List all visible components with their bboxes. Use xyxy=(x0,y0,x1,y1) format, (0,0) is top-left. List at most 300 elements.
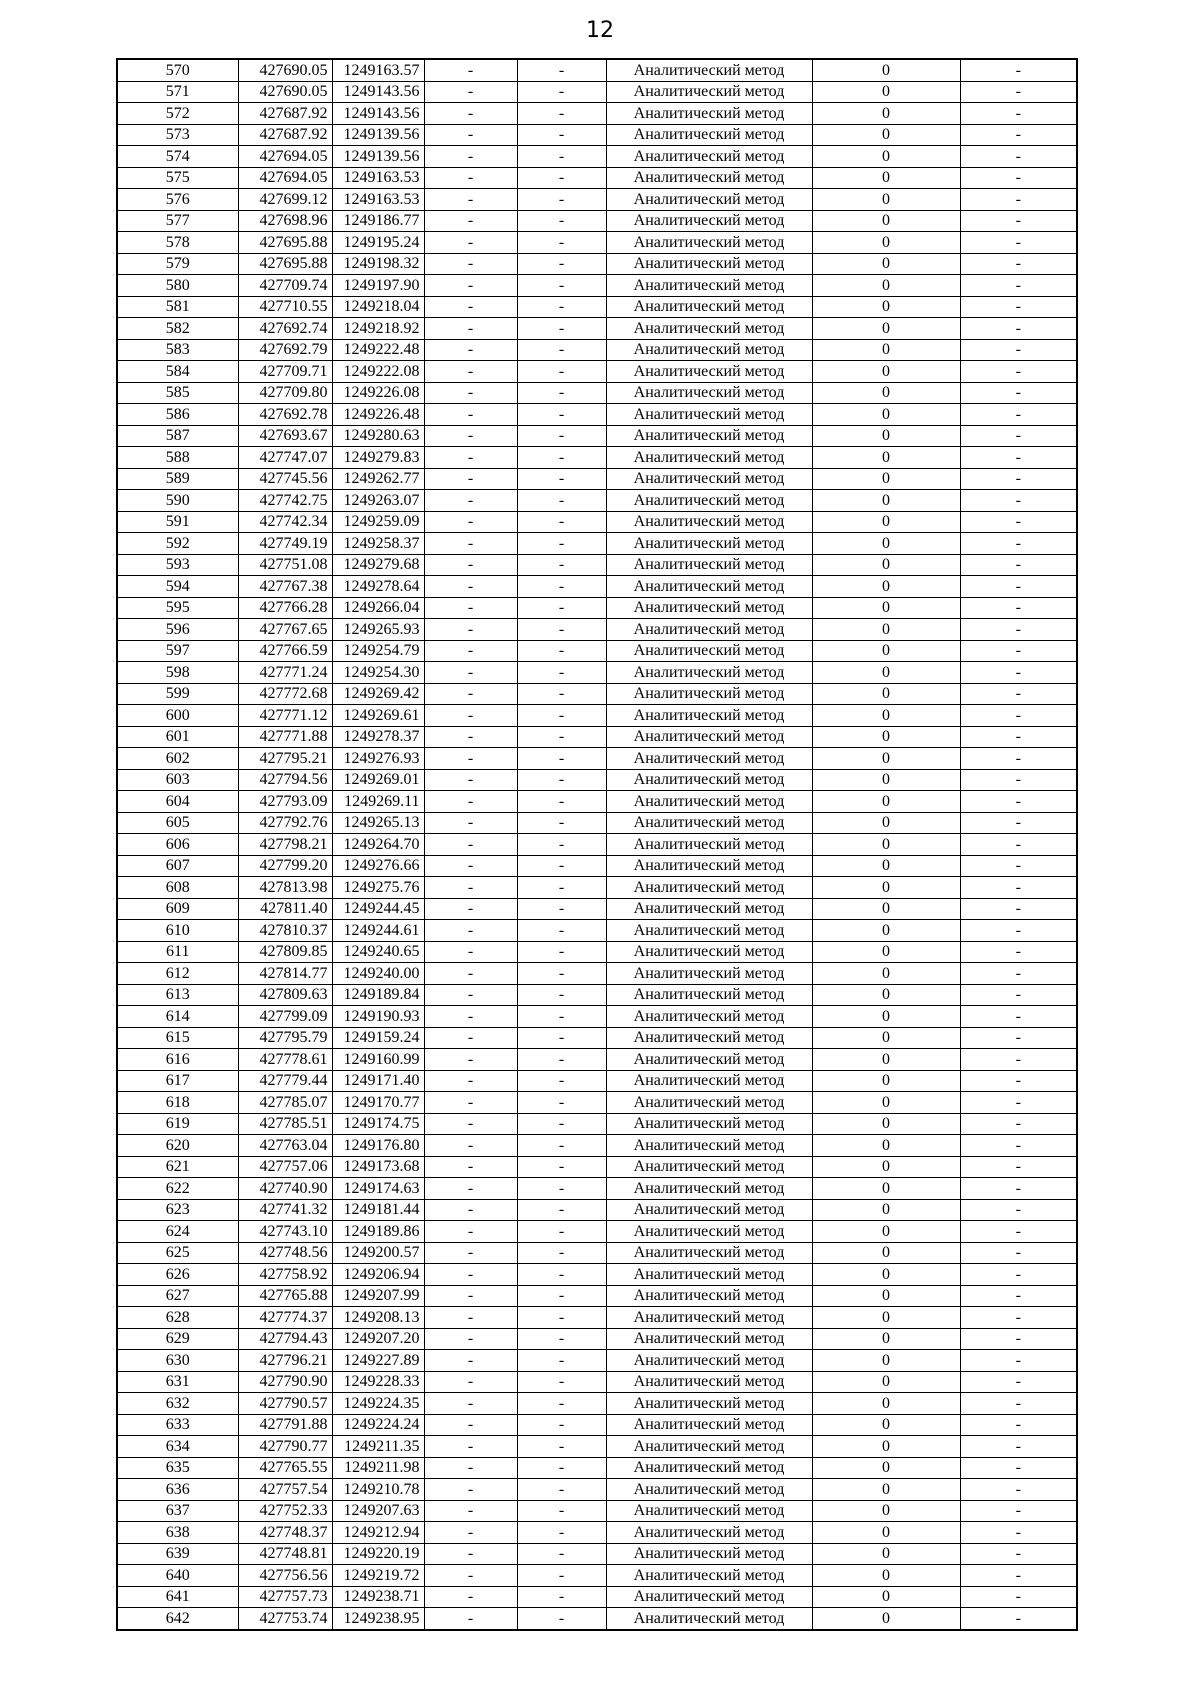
point-number-cell: 581 xyxy=(117,296,238,318)
y-coordinate-cell: 1249265.93 xyxy=(332,619,424,641)
x-coordinate-cell: 427690.05 xyxy=(238,59,332,81)
x-coordinate-cell: 427791.88 xyxy=(238,1414,332,1436)
error-cell: 0 xyxy=(812,167,960,189)
error-cell: 0 xyxy=(812,382,960,404)
dash-cell-1: - xyxy=(424,1070,517,1092)
x-coordinate-cell: 427785.07 xyxy=(238,1092,332,1114)
error-cell: 0 xyxy=(812,1285,960,1307)
point-number-cell: 572 xyxy=(117,103,238,125)
dash-cell-2: - xyxy=(517,146,606,168)
error-cell: 0 xyxy=(812,1264,960,1286)
dash-cell-2: - xyxy=(517,791,606,813)
x-coordinate-cell: 427709.80 xyxy=(238,382,332,404)
x-coordinate-cell: 427742.75 xyxy=(238,490,332,512)
y-coordinate-cell: 1249244.45 xyxy=(332,898,424,920)
table-row xyxy=(117,382,1077,404)
y-coordinate-cell: 1249163.53 xyxy=(332,167,424,189)
y-coordinate-cell: 1249222.48 xyxy=(332,339,424,361)
x-coordinate-cell: 427749.19 xyxy=(238,533,332,555)
dash-cell-2: - xyxy=(517,339,606,361)
dash-cell-1: - xyxy=(424,275,517,297)
x-coordinate-cell: 427757.54 xyxy=(238,1479,332,1501)
point-number-cell: 636 xyxy=(117,1479,238,1501)
point-number-cell: 584 xyxy=(117,361,238,383)
point-number-cell: 637 xyxy=(117,1500,238,1522)
dash-cell-1: - xyxy=(424,511,517,533)
point-number-cell: 609 xyxy=(117,898,238,920)
dash-cell-3: - xyxy=(960,1350,1077,1372)
y-coordinate-cell: 1249228.33 xyxy=(332,1371,424,1393)
error-cell: 0 xyxy=(812,1414,960,1436)
method-cell: Аналитический метод xyxy=(606,984,812,1006)
dash-cell-2: - xyxy=(517,619,606,641)
table-row xyxy=(117,59,1077,81)
x-coordinate-cell: 427692.78 xyxy=(238,404,332,426)
dash-cell-3: - xyxy=(960,1264,1077,1286)
dash-cell-2: - xyxy=(517,834,606,856)
dash-cell-1: - xyxy=(424,404,517,426)
table-row xyxy=(117,877,1077,899)
x-coordinate-cell: 427814.77 xyxy=(238,963,332,985)
dash-cell-1: - xyxy=(424,920,517,942)
dash-cell-3: - xyxy=(960,1328,1077,1350)
x-coordinate-cell: 427747.07 xyxy=(238,447,332,469)
x-coordinate-cell: 427763.04 xyxy=(238,1135,332,1157)
table-row xyxy=(117,1371,1077,1393)
point-number-cell: 591 xyxy=(117,511,238,533)
dash-cell-3: - xyxy=(960,275,1077,297)
dash-cell-3: - xyxy=(960,748,1077,770)
table-row xyxy=(117,210,1077,232)
dash-cell-3: - xyxy=(960,1608,1077,1630)
error-cell: 0 xyxy=(812,146,960,168)
dash-cell-2: - xyxy=(517,296,606,318)
error-cell: 0 xyxy=(812,619,960,641)
dash-cell-3: - xyxy=(960,1049,1077,1071)
dash-cell-3: - xyxy=(960,382,1077,404)
dash-cell-2: - xyxy=(517,59,606,81)
y-coordinate-cell: 1249238.71 xyxy=(332,1586,424,1608)
x-coordinate-cell: 427798.21 xyxy=(238,834,332,856)
dash-cell-2: - xyxy=(517,576,606,598)
dash-cell-3: - xyxy=(960,1092,1077,1114)
method-cell: Аналитический метод xyxy=(606,1457,812,1479)
table-row xyxy=(117,1070,1077,1092)
method-cell: Аналитический метод xyxy=(606,1264,812,1286)
dash-cell-2: - xyxy=(517,124,606,146)
x-coordinate-cell: 427766.59 xyxy=(238,640,332,662)
dash-cell-3: - xyxy=(960,146,1077,168)
point-number-cell: 589 xyxy=(117,468,238,490)
point-number-cell: 621 xyxy=(117,1156,238,1178)
dash-cell-1: - xyxy=(424,1522,517,1544)
table-row xyxy=(117,167,1077,189)
dash-cell-2: - xyxy=(517,769,606,791)
dash-cell-2: - xyxy=(517,640,606,662)
x-coordinate-cell: 427695.88 xyxy=(238,232,332,254)
method-cell: Аналитический метод xyxy=(606,1414,812,1436)
error-cell: 0 xyxy=(812,1156,960,1178)
y-coordinate-cell: 1249259.09 xyxy=(332,511,424,533)
dash-cell-3: - xyxy=(960,662,1077,684)
dash-cell-1: - xyxy=(424,597,517,619)
coordinates-table xyxy=(116,58,1078,1631)
x-coordinate-cell: 427756.56 xyxy=(238,1565,332,1587)
y-coordinate-cell: 1249226.08 xyxy=(332,382,424,404)
dash-cell-2: - xyxy=(517,232,606,254)
dash-cell-3: - xyxy=(960,1414,1077,1436)
y-coordinate-cell: 1249139.56 xyxy=(332,124,424,146)
dash-cell-1: - xyxy=(424,210,517,232)
x-coordinate-cell: 427692.74 xyxy=(238,318,332,340)
table-row xyxy=(117,533,1077,555)
error-cell: 0 xyxy=(812,1457,960,1479)
point-number-cell: 601 xyxy=(117,726,238,748)
y-coordinate-cell: 1249195.24 xyxy=(332,232,424,254)
error-cell: 0 xyxy=(812,726,960,748)
point-number-cell: 612 xyxy=(117,963,238,985)
dash-cell-3: - xyxy=(960,296,1077,318)
y-coordinate-cell: 1249211.98 xyxy=(332,1457,424,1479)
dash-cell-3: - xyxy=(960,683,1077,705)
point-number-cell: 628 xyxy=(117,1307,238,1329)
dash-cell-2: - xyxy=(517,1543,606,1565)
dash-cell-3: - xyxy=(960,1543,1077,1565)
dash-cell-2: - xyxy=(517,425,606,447)
dash-cell-2: - xyxy=(517,1371,606,1393)
method-cell: Аналитический метод xyxy=(606,1500,812,1522)
y-coordinate-cell: 1249218.92 xyxy=(332,318,424,340)
method-cell: Аналитический метод xyxy=(606,339,812,361)
y-coordinate-cell: 1249226.48 xyxy=(332,404,424,426)
table-row xyxy=(117,812,1077,834)
point-number-cell: 640 xyxy=(117,1565,238,1587)
table-row xyxy=(117,1565,1077,1587)
dash-cell-3: - xyxy=(960,1070,1077,1092)
dash-cell-3: - xyxy=(960,619,1077,641)
dash-cell-3: - xyxy=(960,1457,1077,1479)
method-cell: Аналитический метод xyxy=(606,124,812,146)
dash-cell-2: - xyxy=(517,920,606,942)
dash-cell-2: - xyxy=(517,1006,606,1028)
dash-cell-1: - xyxy=(424,1307,517,1329)
dash-cell-1: - xyxy=(424,834,517,856)
y-coordinate-cell: 1249238.95 xyxy=(332,1608,424,1630)
point-number-cell: 590 xyxy=(117,490,238,512)
y-coordinate-cell: 1249143.56 xyxy=(332,103,424,125)
dash-cell-3: - xyxy=(960,963,1077,985)
error-cell: 0 xyxy=(812,511,960,533)
table-row xyxy=(117,1307,1077,1329)
dash-cell-1: - xyxy=(424,812,517,834)
method-cell: Аналитический метод xyxy=(606,275,812,297)
error-cell: 0 xyxy=(812,361,960,383)
method-cell: Аналитический метод xyxy=(606,1135,812,1157)
table-row xyxy=(117,339,1077,361)
method-cell: Аналитический метод xyxy=(606,1608,812,1630)
dash-cell-1: - xyxy=(424,1113,517,1135)
dash-cell-2: - xyxy=(517,1608,606,1630)
method-cell: Аналитический метод xyxy=(606,834,812,856)
dash-cell-3: - xyxy=(960,490,1077,512)
x-coordinate-cell: 427692.79 xyxy=(238,339,332,361)
x-coordinate-cell: 427794.56 xyxy=(238,769,332,791)
table-row xyxy=(117,619,1077,641)
y-coordinate-cell: 1249240.65 xyxy=(332,941,424,963)
dash-cell-1: - xyxy=(424,941,517,963)
dash-cell-1: - xyxy=(424,253,517,275)
x-coordinate-cell: 427767.65 xyxy=(238,619,332,641)
y-coordinate-cell: 1249174.63 xyxy=(332,1178,424,1200)
dash-cell-3: - xyxy=(960,318,1077,340)
error-cell: 0 xyxy=(812,1092,960,1114)
method-cell: Аналитический метод xyxy=(606,404,812,426)
dash-cell-1: - xyxy=(424,533,517,555)
x-coordinate-cell: 427765.55 xyxy=(238,1457,332,1479)
dash-cell-1: - xyxy=(424,1178,517,1200)
method-cell: Аналитический метод xyxy=(606,1371,812,1393)
dash-cell-1: - xyxy=(424,1608,517,1630)
table-row xyxy=(117,1414,1077,1436)
dash-cell-2: - xyxy=(517,748,606,770)
x-coordinate-cell: 427765.88 xyxy=(238,1285,332,1307)
x-coordinate-cell: 427799.20 xyxy=(238,855,332,877)
point-number-cell: 598 xyxy=(117,662,238,684)
dash-cell-3: - xyxy=(960,1242,1077,1264)
dash-cell-2: - xyxy=(517,877,606,899)
dash-cell-2: - xyxy=(517,210,606,232)
method-cell: Аналитический метод xyxy=(606,748,812,770)
dash-cell-3: - xyxy=(960,1285,1077,1307)
dash-cell-2: - xyxy=(517,447,606,469)
x-coordinate-cell: 427751.08 xyxy=(238,554,332,576)
method-cell: Аналитический метод xyxy=(606,705,812,727)
y-coordinate-cell: 1249190.93 xyxy=(332,1006,424,1028)
point-number-cell: 570 xyxy=(117,59,238,81)
dash-cell-2: - xyxy=(517,1565,606,1587)
dash-cell-2: - xyxy=(517,1221,606,1243)
dash-cell-1: - xyxy=(424,576,517,598)
x-coordinate-cell: 427767.38 xyxy=(238,576,332,598)
dash-cell-1: - xyxy=(424,898,517,920)
error-cell: 0 xyxy=(812,640,960,662)
method-cell: Аналитический метод xyxy=(606,855,812,877)
dash-cell-3: - xyxy=(960,425,1077,447)
point-number-cell: 634 xyxy=(117,1436,238,1458)
error-cell: 0 xyxy=(812,554,960,576)
method-cell: Аналитический метод xyxy=(606,1199,812,1221)
method-cell: Аналитический метод xyxy=(606,812,812,834)
table-row xyxy=(117,1285,1077,1307)
table-row xyxy=(117,1006,1077,1028)
x-coordinate-cell: 427809.63 xyxy=(238,984,332,1006)
table-row xyxy=(117,683,1077,705)
error-cell: 0 xyxy=(812,1586,960,1608)
point-number-cell: 635 xyxy=(117,1457,238,1479)
dash-cell-3: - xyxy=(960,1393,1077,1415)
dash-cell-1: - xyxy=(424,296,517,318)
point-number-cell: 599 xyxy=(117,683,238,705)
dash-cell-3: - xyxy=(960,339,1077,361)
table-row xyxy=(117,597,1077,619)
error-cell: 0 xyxy=(812,404,960,426)
table-row xyxy=(117,834,1077,856)
dash-cell-3: - xyxy=(960,855,1077,877)
dash-cell-3: - xyxy=(960,81,1077,103)
dash-cell-2: - xyxy=(517,1285,606,1307)
table-row xyxy=(117,296,1077,318)
method-cell: Аналитический метод xyxy=(606,1393,812,1415)
table-row xyxy=(117,1350,1077,1372)
point-number-cell: 593 xyxy=(117,554,238,576)
point-number-cell: 583 xyxy=(117,339,238,361)
dash-cell-2: - xyxy=(517,705,606,727)
error-cell: 0 xyxy=(812,533,960,555)
dash-cell-3: - xyxy=(960,1436,1077,1458)
y-coordinate-cell: 1249189.86 xyxy=(332,1221,424,1243)
dash-cell-1: - xyxy=(424,361,517,383)
dash-cell-1: - xyxy=(424,124,517,146)
y-coordinate-cell: 1249224.35 xyxy=(332,1393,424,1415)
table-row xyxy=(117,726,1077,748)
method-cell: Аналитический метод xyxy=(606,1586,812,1608)
table-row xyxy=(117,1393,1077,1415)
table-row xyxy=(117,81,1077,103)
y-coordinate-cell: 1249207.63 xyxy=(332,1500,424,1522)
method-cell: Аналитический метод xyxy=(606,189,812,211)
x-coordinate-cell: 427795.79 xyxy=(238,1027,332,1049)
dash-cell-3: - xyxy=(960,1006,1077,1028)
error-cell: 0 xyxy=(812,1113,960,1135)
x-coordinate-cell: 427694.05 xyxy=(238,167,332,189)
table-row xyxy=(117,1027,1077,1049)
error-cell: 0 xyxy=(812,1070,960,1092)
table-row xyxy=(117,1522,1077,1544)
error-cell: 0 xyxy=(812,447,960,469)
dash-cell-1: - xyxy=(424,490,517,512)
dash-cell-2: - xyxy=(517,726,606,748)
method-cell: Аналитический метод xyxy=(606,1543,812,1565)
table-row xyxy=(117,404,1077,426)
dash-cell-3: - xyxy=(960,554,1077,576)
dash-cell-1: - xyxy=(424,59,517,81)
point-number-cell: 594 xyxy=(117,576,238,598)
error-cell: 0 xyxy=(812,683,960,705)
dash-cell-1: - xyxy=(424,963,517,985)
method-cell: Аналитический метод xyxy=(606,554,812,576)
method-cell: Аналитический метод xyxy=(606,1436,812,1458)
dash-cell-2: - xyxy=(517,1070,606,1092)
error-cell: 0 xyxy=(812,296,960,318)
table-row xyxy=(117,1178,1077,1200)
error-cell: 0 xyxy=(812,425,960,447)
table-row xyxy=(117,1479,1077,1501)
dash-cell-3: - xyxy=(960,511,1077,533)
dash-cell-1: - xyxy=(424,1156,517,1178)
point-number-cell: 588 xyxy=(117,447,238,469)
y-coordinate-cell: 1249240.00 xyxy=(332,963,424,985)
y-coordinate-cell: 1249264.70 xyxy=(332,834,424,856)
point-number-cell: 606 xyxy=(117,834,238,856)
dash-cell-1: - xyxy=(424,726,517,748)
point-number-cell: 639 xyxy=(117,1543,238,1565)
method-cell: Аналитический метод xyxy=(606,1328,812,1350)
point-number-cell: 622 xyxy=(117,1178,238,1200)
page-number: 12 xyxy=(586,18,614,43)
error-cell: 0 xyxy=(812,1221,960,1243)
table-row xyxy=(117,1242,1077,1264)
dash-cell-2: - xyxy=(517,1113,606,1135)
method-cell: Аналитический метод xyxy=(606,1006,812,1028)
dash-cell-3: - xyxy=(960,447,1077,469)
error-cell: 0 xyxy=(812,877,960,899)
point-number-cell: 608 xyxy=(117,877,238,899)
point-number-cell: 597 xyxy=(117,640,238,662)
y-coordinate-cell: 1249208.13 xyxy=(332,1307,424,1329)
y-coordinate-cell: 1249262.77 xyxy=(332,468,424,490)
point-number-cell: 586 xyxy=(117,404,238,426)
error-cell: 0 xyxy=(812,855,960,877)
error-cell: 0 xyxy=(812,662,960,684)
dash-cell-2: - xyxy=(517,1328,606,1350)
dash-cell-2: - xyxy=(517,103,606,125)
error-cell: 0 xyxy=(812,705,960,727)
table-row xyxy=(117,1049,1077,1071)
y-coordinate-cell: 1249254.79 xyxy=(332,640,424,662)
y-coordinate-cell: 1249160.99 xyxy=(332,1049,424,1071)
point-number-cell: 624 xyxy=(117,1221,238,1243)
dash-cell-3: - xyxy=(960,791,1077,813)
method-cell: Аналитический метод xyxy=(606,1565,812,1587)
method-cell: Аналитический метод xyxy=(606,877,812,899)
dash-cell-1: - xyxy=(424,705,517,727)
error-cell: 0 xyxy=(812,253,960,275)
dash-cell-2: - xyxy=(517,662,606,684)
x-coordinate-cell: 427771.24 xyxy=(238,662,332,684)
method-cell: Аналитический метод xyxy=(606,619,812,641)
dash-cell-3: - xyxy=(960,1586,1077,1608)
y-coordinate-cell: 1249171.40 xyxy=(332,1070,424,1092)
table-row xyxy=(117,232,1077,254)
y-coordinate-cell: 1249279.68 xyxy=(332,554,424,576)
dash-cell-2: - xyxy=(517,511,606,533)
error-cell: 0 xyxy=(812,791,960,813)
dash-cell-3: - xyxy=(960,1479,1077,1501)
method-cell: Аналитический метод xyxy=(606,1307,812,1329)
y-coordinate-cell: 1249212.94 xyxy=(332,1522,424,1544)
y-coordinate-cell: 1249139.56 xyxy=(332,146,424,168)
dash-cell-3: - xyxy=(960,103,1077,125)
dash-cell-3: - xyxy=(960,834,1077,856)
y-coordinate-cell: 1249219.72 xyxy=(332,1565,424,1587)
table-row xyxy=(117,748,1077,770)
dash-cell-3: - xyxy=(960,1565,1077,1587)
error-cell: 0 xyxy=(812,834,960,856)
x-coordinate-cell: 427794.43 xyxy=(238,1328,332,1350)
y-coordinate-cell: 1249198.32 xyxy=(332,253,424,275)
y-coordinate-cell: 1249276.66 xyxy=(332,855,424,877)
dash-cell-2: - xyxy=(517,1242,606,1264)
dash-cell-1: - xyxy=(424,877,517,899)
dash-cell-2: - xyxy=(517,855,606,877)
error-cell: 0 xyxy=(812,1178,960,1200)
x-coordinate-cell: 427687.92 xyxy=(238,103,332,125)
y-coordinate-cell: 1249174.75 xyxy=(332,1113,424,1135)
method-cell: Аналитический метод xyxy=(606,1049,812,1071)
dash-cell-1: - xyxy=(424,447,517,469)
point-number-cell: 638 xyxy=(117,1522,238,1544)
y-coordinate-cell: 1249275.76 xyxy=(332,877,424,899)
